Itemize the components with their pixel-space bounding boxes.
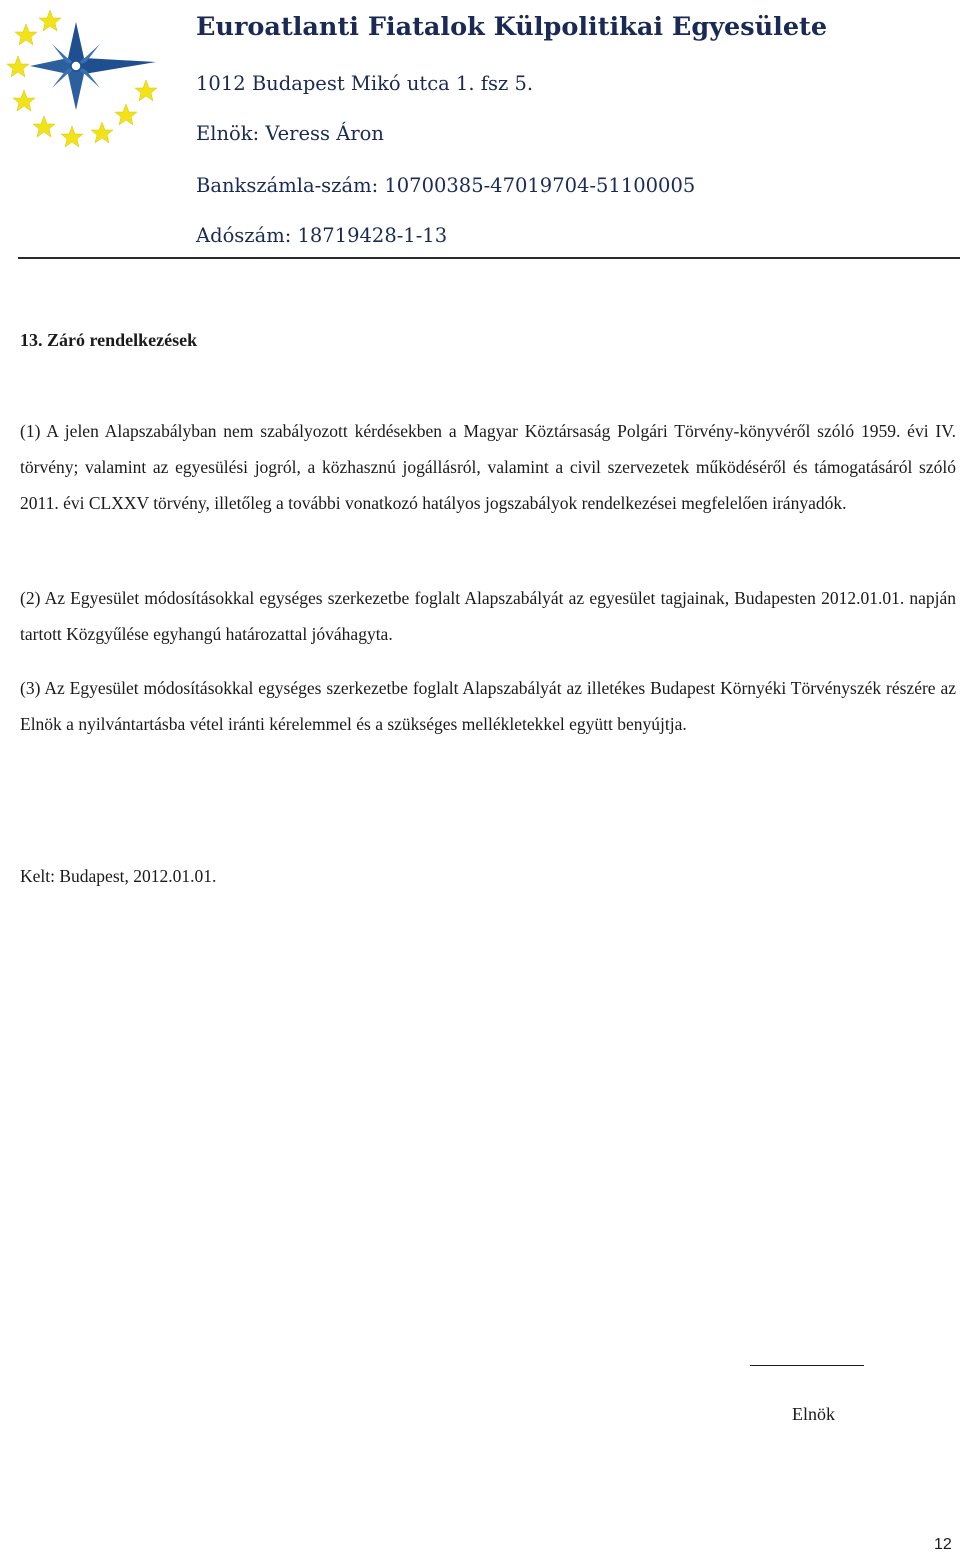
header-divider: [18, 257, 960, 259]
tax-number-line: Adószám: 18719428-1-13: [196, 224, 448, 247]
president-line: Elnök: Veress Áron: [196, 122, 384, 145]
address-line: 1012 Budapest Mikó utca 1. fsz 5.: [196, 72, 534, 95]
bank-account-line: Bankszámla-szám: 10700385-47019704-51100005: [196, 174, 696, 197]
page-number: 12: [934, 1536, 952, 1553]
compass-star-icon: [30, 22, 156, 110]
paragraph-3: (3) Az Egyesület módosításokkal egységes szerkezetbe foglalt Alapszabályát az illetékes Budapest Környéki Törvényszék részére az Elnök a nyilvántartásba vétel iránti kérelemmel és a szükséges mellékletekkel együtt benyújtja.: [20, 678, 956, 734]
date-line: Kelt: Budapest, 2012.01.01.: [20, 866, 217, 886]
signature-label: Elnök: [792, 1404, 835, 1424]
organization-logo: [6, 4, 172, 152]
organization-name: Euroatlanti Fiatalok Külpolitikai Egyesülete: [196, 12, 828, 42]
signature-line: [750, 1365, 864, 1366]
paragraph-1: (1) A jelen Alapszabályban nem szabályozott kérdésekben a Magyar Köztársaság Polgári Törvény-könyvéről szóló 1959. évi IV. törvény; valamint az egyesülési jogról, a közhasznú jogállásról, valamint a civil szervezetek működéséről és támogatásáról szóló 2011. évi CLXXV törvény, illetőleg a további vonatkozó hatályos jogszabályok rendelkezései megfelelően irányadók.: [20, 421, 956, 513]
paragraph-2: (2) Az Egyesület módosításokkal egységes szerkezetbe foglalt Alapszabályát az egyesület tagjainak, Budapesten 2012.01.01. napján tartott Közgyűlése egyhangú határozattal jóváhagyta.: [20, 588, 956, 644]
section-title: 13. Záró rendelkezések: [20, 330, 198, 350]
